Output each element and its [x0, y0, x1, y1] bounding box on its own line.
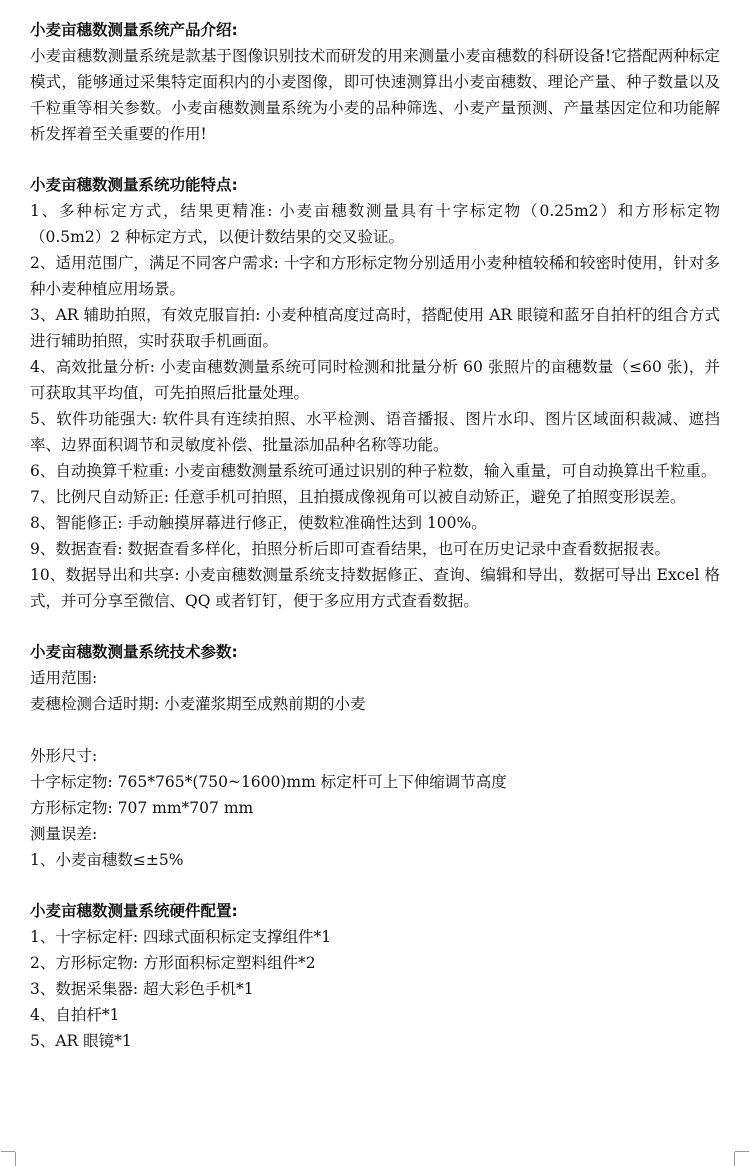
features-section: [30, 173, 720, 614]
intro-paragraph: 小麦亩穗数测量系统是款基于图像识别技术而研发的用来测量小麦亩穗数的科研设备!它搭配两种标定模式，能够通过采集特定面积内的小麦图像，即可快速测算出小麦亩穗数、理论产量、种子数量以及千粒重等相关参数。小麦亩穗数测量系统为小麦的品种筛选、小麦产量预测、产量基因定位和功能解析发挥着至关重要的作用!: [30, 47, 720, 143]
intro-section: [30, 18, 720, 147]
feature-item: 5、软件功能强大: 软件具有连续拍照、水平检测、语音播报、图片水印、图片区域面积裁减、遮挡率、边界面积调节和灵敏度补偿、批量添加品种名称等功能。: [30, 410, 720, 454]
feature-item: 7、比例尺自动矫正: 任意手机可拍照，且拍摄成像视角可以被自动矫正，避免了拍照变形误差。: [30, 488, 686, 506]
square-size: 方形标定物: 707 mm*707 mm: [30, 799, 254, 817]
feature-item: 6、自动换算千粒重: 小麦亩穗数测量系统可通过识别的种子粒数，输入重量，可自动换算出千粒重。: [30, 462, 717, 480]
blank-line: [30, 717, 720, 743]
detection-period: 麦穗检测合适时期: 小麦灌浆期至成熟前期的小麦: [30, 695, 366, 713]
page-corner-mark-left-vertical: [1, 1152, 16, 1166]
hardware-item: 1、十字标定杆: 四球式面积标定支撑组件*1: [30, 928, 332, 946]
feature-item: 8、智能修正: 手动触摸屏幕进行修正，使数粒准确性达到 100%。: [30, 514, 487, 532]
feature-item: 3、AR 辅助拍照，有效克服盲拍: 小麦种植高度过高时，搭配使用 AR 眼镜和蓝牙自拍杆的组合方式进行辅助拍照，实时获取手机画面。: [30, 306, 720, 350]
error-label: 测量误差:: [30, 825, 98, 843]
hardware-item: 4、自拍杆*1: [30, 1006, 120, 1024]
features-heading: 小麦亩穗数测量系统功能特点:: [30, 176, 238, 194]
specs-section: [30, 640, 720, 873]
intro-heading: 小麦亩穗数测量系统产品介绍:: [30, 21, 238, 39]
feature-item: 4、高效批量分析: 小麦亩穗数测量系统可同时检测和批量分析 60 张照片的亩穗数量（≤60 张)，并可获取其平均值，可先拍照后批量处理。: [30, 358, 720, 402]
feature-item: 10、数据导出和共享: 小麦亩穗数测量系统支持数据修正、查询、编辑和导出，数据可导出 Excel 格式，并可分享至微信、QQ 或者钉钉，便于多应用方式查看数据。: [30, 566, 720, 610]
specs-heading: 小麦亩穗数测量系统技术参数:: [30, 643, 238, 661]
page-corner-mark-right-vertical: [734, 1152, 749, 1166]
error-value: 1、小麦亩穗数≤±5%: [30, 851, 184, 869]
hardware-item: 3、数据采集器: 超大彩色手机*1: [30, 980, 254, 998]
feature-item: 1、多种标定方式，结果更精准: 小麦亩穗数测量具有十字标定物（0.25m2）和方形标定物（0.5m2）2 种标定方式，以便计数结果的交叉验证。: [30, 202, 720, 246]
document-page: [30, 18, 720, 1054]
cross-size: 十字标定物: 765*765*(750~1600)mm 标定杆可上下伸缩调节高度: [30, 773, 507, 791]
feature-item: 2、适用范围广，满足不同客户需求: 十字和方形标定物分别适用小麦种植较稀和较密时使用，针对多种小麦种植应用场景。: [30, 254, 720, 298]
hardware-item: 5、AR 眼镜*1: [30, 1032, 132, 1050]
size-label: 外形尺寸:: [30, 747, 98, 765]
feature-item: 9、数据查看: 数据查看多样化，拍照分析后即可查看结果，也可在历史记录中查看数据报表。: [30, 540, 671, 558]
hardware-section: [30, 899, 720, 1054]
hardware-item: 2、方形标定物: 方形面积标定塑料组件*2: [30, 954, 316, 972]
scope-label: 适用范围:: [30, 669, 98, 687]
hardware-heading: 小麦亩穗数测量系统硬件配置:: [30, 902, 238, 920]
